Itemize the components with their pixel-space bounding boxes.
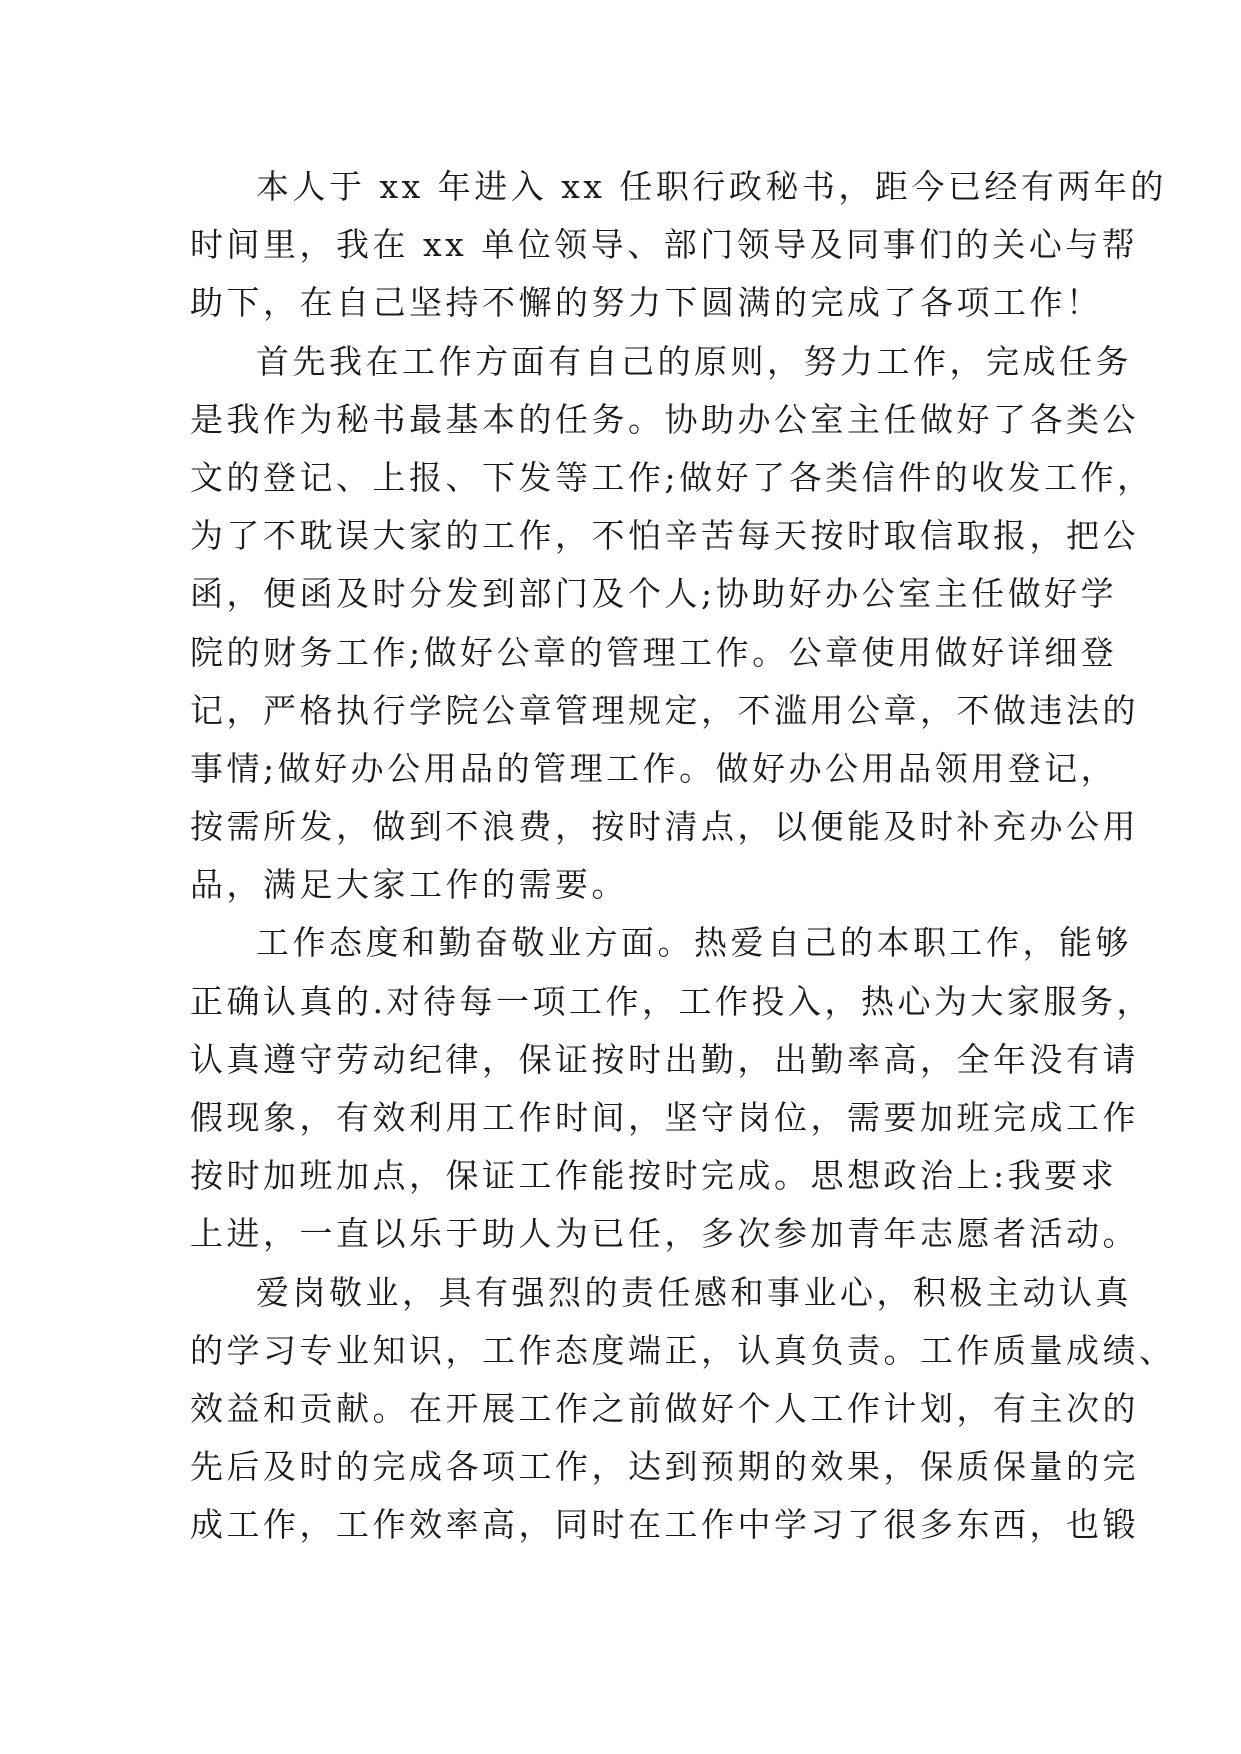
paragraph-3-line-3: 认真遵守劳动纪律，保证按时出勤，出勤率高，全年没有请 <box>190 1039 1139 1079</box>
paragraph-3-line-5: 按时加班加点，保证工作能按时完成。思想政治上:我要求 <box>190 1156 1118 1196</box>
paragraph-3-line-4: 假现象，有效利用工作时间，坚守岗位，需要加班完成工作 <box>190 1098 1139 1137</box>
paragraph-4-line-1: 爱岗敬业，具有强烈的责任感和事业心，积极主动认真 <box>256 1272 1132 1312</box>
paragraph-4-line-2: 的学习专业知识，工作态度端正，认真负责。工作质量成绩、 <box>190 1330 1176 1370</box>
paragraph-3-line-6: 上进，一直以乐于助人为已任，多次参加青年志愿者活动。 <box>190 1214 1139 1254</box>
paragraph-1-line-3: 助下，在自己坚持不懈的努力下圆满的完成了各项工作！ <box>190 283 1103 323</box>
paragraph-2-line-4: 为了不耽误大家的工作，不怕辛苦每天按时取信取报，把公 <box>190 516 1139 556</box>
paragraph-2-line-5: 函，便函及时分发到部门及个人;协助好办公室主任做好学 <box>190 574 1118 614</box>
paragraph-4-line-5: 成工作，工作效率高，同时在工作中学习了很多东西，也锻 <box>190 1505 1139 1545</box>
paragraph-1-line-1: 本人于 xx 年进入 xx 任职行政秘书，距今已经有两年的 <box>256 167 1167 206</box>
paragraph-2-line-7: 记，严格执行学院公章管理规定，不滥用公章，不做违法的 <box>190 690 1139 730</box>
paragraph-3-line-2: 正确认真的.对待每一项工作，工作投入，热心为大家服务， <box>190 981 1153 1021</box>
paragraph-2-line-10: 品，满足大家工作的需要。 <box>190 865 628 905</box>
paragraph-4-line-3: 效益和贡献。在开展工作之前做好个人工作计划，有主次的 <box>190 1388 1139 1428</box>
paragraph-1-line-2: 时间里，我在 xx 单位领导、部门领导及同事们的关心与帮 <box>190 225 1139 265</box>
paragraph-2-line-2: 是我作为秘书最基本的任务。协助办公室主任做好了各类公 <box>190 399 1139 439</box>
paragraph-2-line-6: 院的财务工作;做好公章的管理工作。公章使用做好详细登 <box>190 632 1118 672</box>
paragraph-4-line-4: 先后及时的完成各项工作，达到预期的效果，保质保量的完 <box>190 1447 1139 1487</box>
document-body <box>190 158 1176 1555</box>
paragraph-3-line-1: 工作态度和勤奋敬业方面。热爱自己的本职工作，能够 <box>256 923 1132 963</box>
paragraph-2-line-3: 文的登记、上报、下发等工作;做好了各类信件的收发工作， <box>190 457 1154 497</box>
paragraph-2-line-1: 首先我在工作方面有自己的原则，努力工作，完成任务 <box>256 341 1132 381</box>
paragraph-2-line-9: 按需所发，做到不浪费，按时清点，以便能及时补充办公用 <box>190 807 1139 847</box>
paragraph-2-line-8: 事情;做好办公用品的管理工作。做好办公用品领用登记， <box>190 748 1118 788</box>
